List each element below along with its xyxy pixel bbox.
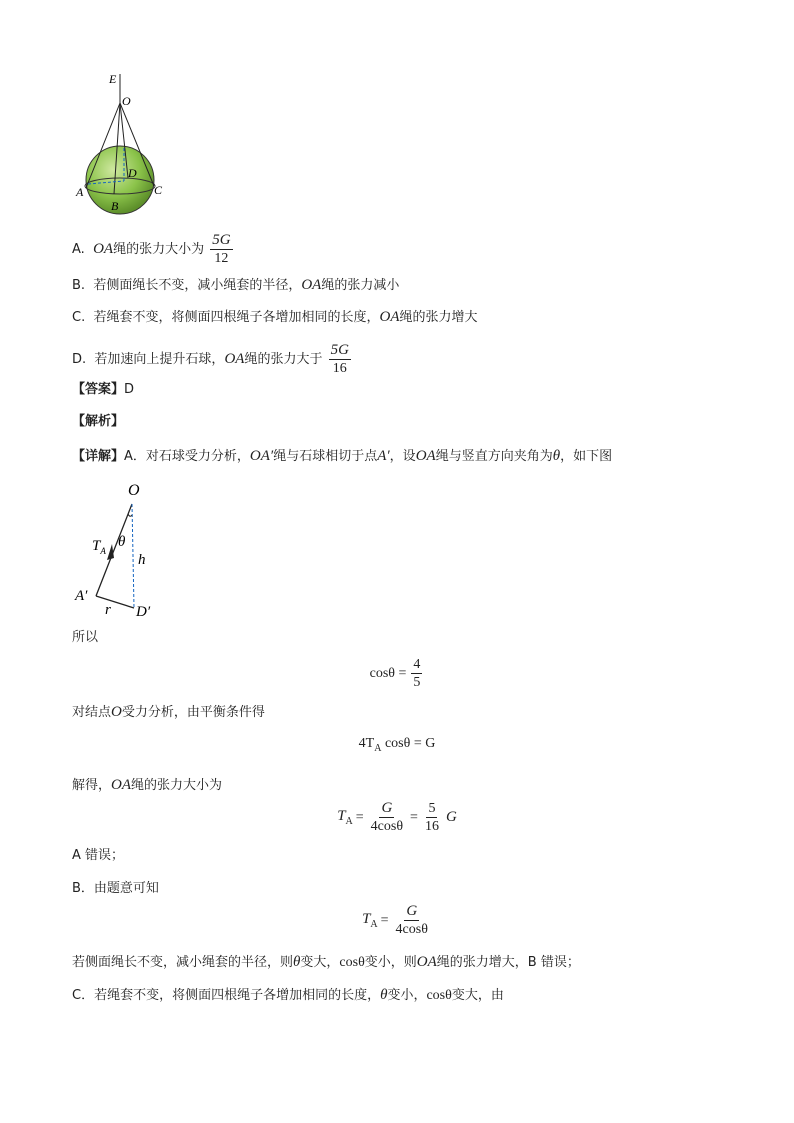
node-line: 对结点O受力分析，由平衡条件得 xyxy=(72,704,265,720)
fraction-5g-16: $\frac{5G}{16}$ xyxy=(330,342,349,376)
label-a: A xyxy=(76,185,84,199)
option-c: C. 若绳套不变，将侧面四根绳子各增加相同的长度，OA绳的张力增大 xyxy=(72,309,478,325)
equation-cos-theta: cosθ = $\frac{4}{5}$ xyxy=(369,657,421,690)
solve-line: 解得，OA绳的张力大小为 xyxy=(72,777,223,793)
label-t: $T_A$ xyxy=(92,538,106,556)
label-c: C xyxy=(154,183,163,197)
a-wrong-line: A 错误； xyxy=(72,848,125,863)
answer-line: 【答案】D xyxy=(72,382,135,397)
label-r: r xyxy=(105,602,111,618)
option-b: B. 若侧面绳长不变，减小绳套的半径，OA绳的张力减小 xyxy=(72,277,400,293)
label-a-prime: A′ xyxy=(75,588,88,604)
label-e: E xyxy=(109,72,117,86)
theta-arc xyxy=(128,514,132,516)
label-d: D xyxy=(128,166,137,180)
b-text-line: 若侧面绳长不变，减小绳套的半径，则θ变大，cosθ变小，则OA绳的张力增大，B 错误； xyxy=(72,954,580,970)
radius-r xyxy=(96,596,134,608)
height-h xyxy=(132,504,134,608)
equation-balance: $4T_A$ cosθ = G xyxy=(358,736,436,754)
tension-arrow xyxy=(107,544,114,560)
label-o2: O xyxy=(128,482,140,499)
fraction-5g-12: $\frac{5G}{12}$ xyxy=(212,232,231,266)
analysis-line: 【解析】 xyxy=(72,414,125,429)
so-line: 所以 xyxy=(72,630,99,645)
label-h: h xyxy=(138,552,146,568)
label-b: B xyxy=(111,199,119,213)
detail-line: 【详解】A．对石球受力分析，OA′绳与石球相切于点A′，设OA绳与竖直方向夹角为θ，如下图 xyxy=(72,448,613,464)
option-d: D. 若加速向上提升石球，OA绳的张力大于 $\frac{5G}{16}$ xyxy=(72,342,349,376)
b-intro-line: B．由题意可知 xyxy=(72,881,159,896)
option-a: A. OA绳的张力大小为 $\frac{5G}{12}$ xyxy=(72,232,231,266)
ball-figure xyxy=(72,68,172,218)
label-theta: θ xyxy=(118,534,126,550)
force-triangle-figure xyxy=(72,478,172,623)
equation-tension-b: $T_A$ = $\frac{G}{4\cos\theta}$ xyxy=(362,903,428,937)
c-text-line: C．若绳套不变，将侧面四根绳子各增加相同的长度，θ变小，cosθ变大，由 xyxy=(72,987,504,1003)
equation-tension: $T_A$ = $\frac{G}{4\cos\theta}$ = $\frac{5}{16}$ G xyxy=(337,800,457,834)
label-o: O xyxy=(122,94,131,108)
label-d-prime: D′ xyxy=(136,604,151,620)
